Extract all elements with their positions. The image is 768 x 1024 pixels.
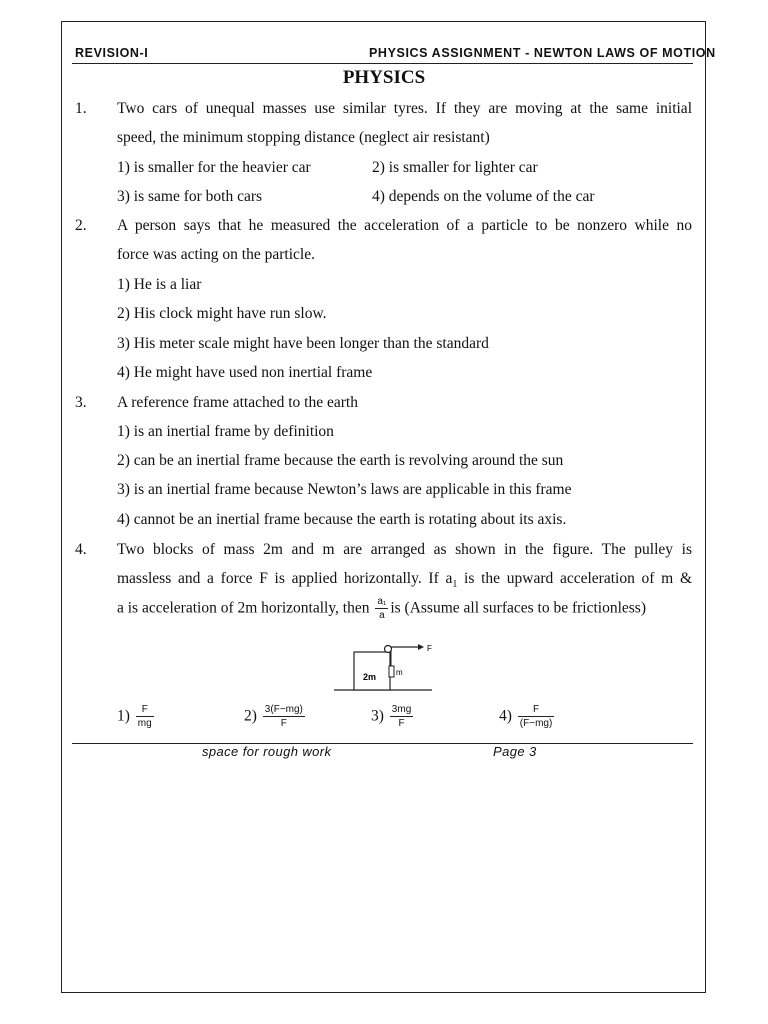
header-left: REVISION-I (75, 46, 149, 60)
rough-work-label: space for rough work (202, 744, 332, 759)
ratio-fraction: $\frac{\text{a₁}}{a}$ (377, 596, 387, 621)
q4-option4: 4) $\frac{F}{(F-mg)}$ (499, 704, 553, 729)
q3-option3: 3) is an inertial frame because Newton’s laws are applicable in this frame (117, 481, 572, 498)
footer-divider (72, 743, 693, 744)
force-label: F (427, 644, 432, 653)
block-2m-label: 2m (363, 672, 377, 682)
q1-option3: 3) is same for both cars (117, 188, 263, 205)
q3-option4: 4) cannot be an inertial frame because the earth is rotating about its axis. (117, 511, 567, 528)
q4-option2: 2) $\frac{3(F-mg)}{F}$ (244, 704, 303, 729)
q2-option2: 2) His clock might have run slow. (117, 305, 327, 322)
q3-line1: A reference frame attached to the earth (117, 394, 358, 411)
block-m (389, 666, 394, 677)
q2-option3: 3) His meter scale might have been longer than the standard (117, 335, 489, 352)
pulley-blocks-figure (330, 638, 440, 698)
q3-number: 3. (75, 394, 87, 411)
block-2m (354, 652, 390, 690)
q4-line3: a is acceleration of 2m horizontally, then $\frac{\text{a₁}}{a}$ is (Assume all surfaces to be frictionless) (117, 596, 646, 621)
q4-line1: Two blocks of mass 2m and m are arranged as shown in the figure. The pulley is (117, 541, 692, 558)
block-m-label: m (396, 668, 403, 677)
q2-line1: A person says that he measured the acceleration of a particle to be nonzero while no (117, 217, 692, 234)
arrow-head-icon (418, 644, 424, 650)
q4-option3: 3) $\frac{3mg}{F}$ (371, 704, 412, 729)
q3-option1: 1) is an inertial frame by definition (117, 423, 334, 440)
q2-option4: 4) He might have used non inertial frame (117, 364, 373, 381)
header-right: PHYSICS ASSIGNMENT - NEWTON LAWS OF MOTION (369, 46, 716, 60)
page-number: Page 3 (493, 744, 537, 759)
header-divider (72, 63, 693, 64)
q1-option2: 2) is smaller for lighter car (372, 159, 538, 176)
q2-number: 2. (75, 217, 87, 234)
page-title: PHYSICS (342, 67, 426, 88)
q4-option1: 1) $\frac{F}{mg}$ (117, 704, 152, 729)
q1-option1: 1) is smaller for the heavier car (117, 159, 311, 176)
q4-number: 4. (75, 541, 87, 558)
q1-line1: Two cars of unequal masses use similar tyres. If they are moving at the same initial (117, 100, 692, 117)
q1-option4: 4) depends on the volume of the car (372, 188, 595, 205)
q3-option2: 2) can be an inertial frame because the earth is revolving around the sun (117, 452, 564, 469)
q1-number: 1. (75, 100, 87, 117)
q2-line2: force was acting on the particle. (117, 246, 315, 263)
q1-line2: speed, the minimum stopping distance (neglect air resistant) (117, 129, 490, 146)
pulley-icon (385, 646, 392, 653)
q4-line2: massless and a force F is applied horizontally. If $a_1$ is the upward acceleration of m & (117, 570, 692, 591)
q2-option1: 1) He is a liar (117, 276, 202, 293)
